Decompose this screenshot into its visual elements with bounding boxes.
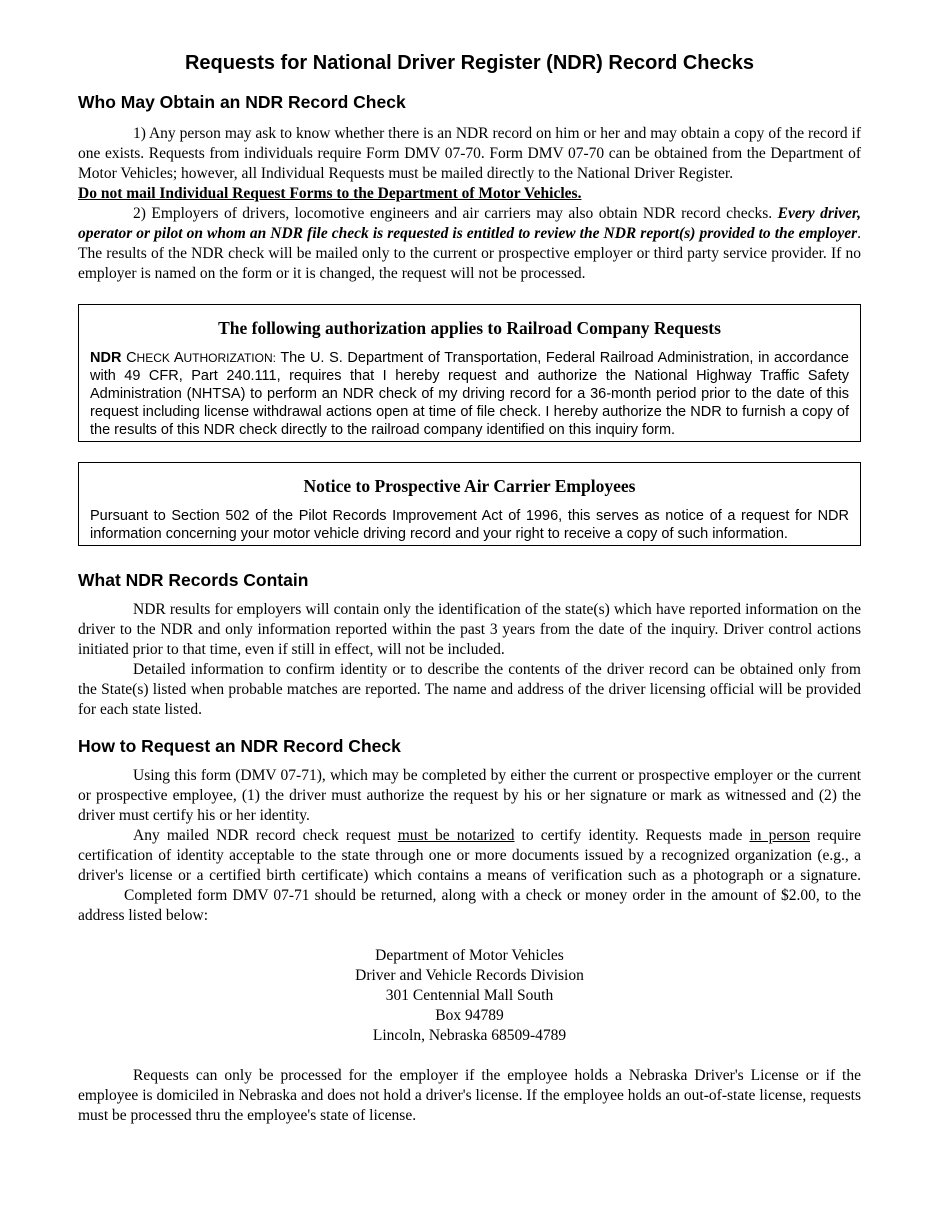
ndr-label: NDR <box>90 350 122 366</box>
address-line: 301 Centennial Mall South <box>385 987 554 1004</box>
address-line: Box 94789 <box>435 1007 504 1024</box>
page-title: Requests for National Driver Register (NDR) Record Checks <box>184 52 755 74</box>
mailing-address <box>78 946 861 1046</box>
paragraph-employer-requests <box>78 204 861 284</box>
warning-notice: Do not mail Individual Request Forms to the Department of Motor Vehicles. <box>78 185 582 202</box>
box-title: Notice to Prospective Air Carrier Employees <box>303 476 636 496</box>
section-records-contain <box>78 568 861 720</box>
paragraph-text: . The results of the NDR check will be mailed only to the current or prospective employer or third party service provider. If no employer is named on the form or it is changed, the request will not be processed. <box>78 225 861 282</box>
paragraph-notarization <box>78 826 861 926</box>
paragraph: NDR results for employers will contain only the identification of the state(s) which have reported information on the driver to the NDR and only information reported within the past 3 years from the date of the inquiry. Driver control actions initiated prior to that time, even if still in effect, will not be included. <box>78 601 861 658</box>
underlined-text: must be notarized <box>397 827 515 844</box>
small-caps-text: UTHORIZATION: <box>183 351 276 365</box>
notice-text: Pursuant to Section 502 of the Pilot Records Improvement Act of 1996, this serves as notice of a request for NDR information concerning your motor vehicle driving record and your right to receive a copy of such information. <box>90 508 849 542</box>
paragraph-text: Any mailed NDR record check request <box>133 827 398 844</box>
section-heading: What NDR Records Contain <box>78 570 309 590</box>
section-how-to-request <box>78 734 861 926</box>
authorization-body: The U. S. Department of Transportation, Federal Railroad Administration, in accordance with 49 CFR, Part 240.111, requires that I hereby request and authorize the National Highway Traffic Safety Administration (NHTSA) to perform an NDR check of my driving record for a 36-month period prior to the date of this request including license withdrawal actions open at time of file check. I hereby authorize the NDR to furnish a copy of the results of this NDR check directly to the railroad company identified on this inquiry form. <box>90 350 849 438</box>
railroad-authorization-box <box>78 304 861 442</box>
closing-paragraph: Requests can only be processed for the employer if the employee holds a Nebraska Driver's License or if the employee is domiciled in Nebraska and does not hold a driver's license. If the employee holds an out-of-state license, requests must be processed thru the employee's state of license. <box>78 1067 861 1124</box>
paragraph: Detailed information to confirm identity or to describe the contents of the driver record can be obtained only from the State(s) listed when probable matches are reported. The name and address of the driver licensing official will be provided for each state listed. <box>78 661 861 718</box>
section-heading: How to Request an NDR Record Check <box>78 736 401 756</box>
box-title: The following authorization applies to Railroad Company Requests <box>218 318 721 338</box>
small-caps-text: A <box>173 350 184 366</box>
address-line: Lincoln, Nebraska 68509-4789 <box>372 1027 567 1044</box>
air-carrier-notice-box <box>78 462 861 546</box>
emphasis-text: Every driver, operator or pilot on whom an NDR file check is requested is entitled to review the NDR report(s) provided to the employer <box>78 205 861 242</box>
address-line: Driver and Vehicle Records Division <box>355 967 584 984</box>
small-caps-text: C <box>126 350 137 366</box>
section-who-may-obtain <box>78 90 861 284</box>
paragraph-text: require certification of identity acceptable to the state through one or more documents issued by a recognized organization (e.g., a driver's license or a certified birth certificate) which contains a means of verification such as a photograph or a signature. <box>78 827 861 884</box>
paragraph: Using this form (DMV 07-71), which may be completed by either the current or prospective employer or the current or prospective employee, (1) the driver must authorize the request by his or her signature or mark as witnessed and (2) the driver must certify his or her identity. <box>78 767 861 824</box>
paragraph-text: Completed form DMV 07-71 should be returned, along with a check or money order in the amount of $2.00, to the address listed below: <box>78 887 861 924</box>
underlined-text: in person <box>749 827 810 844</box>
paragraph-text: 2) Employers of drivers, locomotive engineers and air carriers may also obtain NDR record checks. <box>133 205 778 222</box>
authorization-text <box>90 349 849 439</box>
paragraph-individual-requests: 1) Any person may ask to know whether there is an NDR record on him or her and may obtain a copy of the record if one exists. Requests from individuals require Form DMV 07-70. Form DMV 07-70 can be obtained from the Department of Motor Vehicles; however, all Individual Requests must be mailed directly to the National Driver Register. <box>78 125 861 182</box>
paragraph-text: to certify identity. Requests made <box>514 827 750 844</box>
document-page <box>78 48 861 1126</box>
address-line: Department of Motor Vehicles <box>375 947 564 964</box>
small-caps-text: HECK <box>136 351 174 365</box>
section-heading: Who May Obtain an NDR Record Check <box>78 92 406 112</box>
